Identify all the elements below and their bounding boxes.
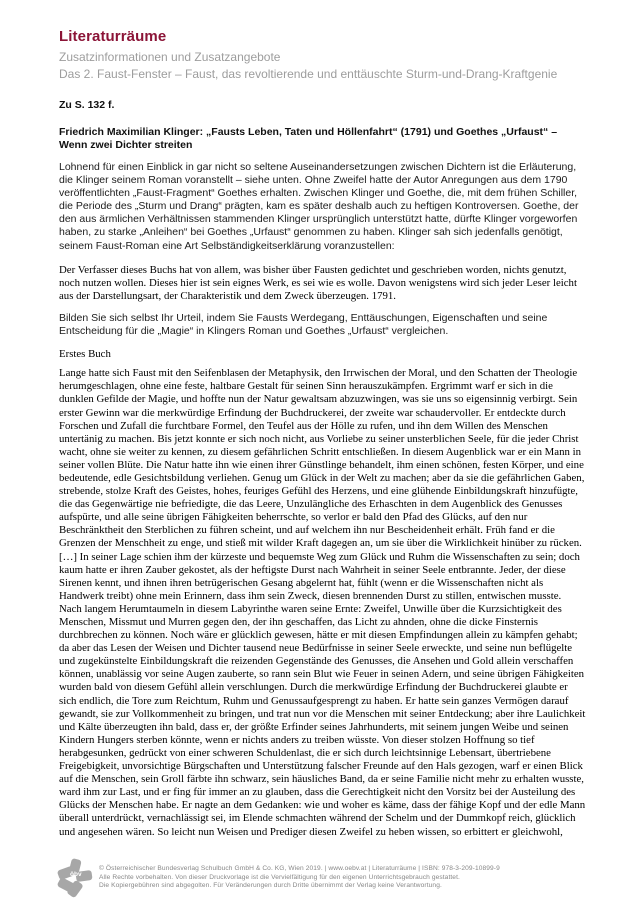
document-body [59, 99, 586, 839]
brand-title: Literaturräume [59, 28, 167, 45]
novel-excerpt: Lange hatte sich Faust mit den Seifenblasen der Metaphysik, den Irrwischen der Moral, und den Schatten der Theologie herumgeschlagen, ohne eine feste, haltbare Gestalt für seinen Sinn herauszukämpfen. Ergrimmt warf er sich in die dunklen Gefilde der Magie, und hoffte nun der Natur gewaltsam abzuzwingen, was sie uns so eigensinnig verbirgt. Sein erster Gewinn war die merkwürdige Erfindung der Buchdruckerei, der zweite war schaudervoller. Er entdeckte durch Forschen und Zufall die furchtbare Formel, den Teufel aus der Hölle zu rufen, und ihn dem Willen des Menschen untertänig zu machen. Bis jetzt konnte er sich noch nicht, aus Vorliebe zu seiner unsterblichen Seele, für die jeder Christ wacht, ohne sie weiter zu kennen, zu diesem gefährlichen Schritt entschließen. In diesem Augenblick war er ein Mann in seiner vollen Blüte. Die Natur hatte ihn wie einen ihrer Günstlinge behandelt, ihm einen schönen, festen Körper, und eine bedeutende, edle Gesichtsbildung verliehen. Genug um Glück in der Welt zu machen; aber da sie die gefährlichen Gaben, strebende, stolze Kraft des Geistes, hohes, feuriges Gefühl des Herzens, und eine glühende Einbildungskraft hinzufügte, die das Gegenwärtige nie befriedigte, die das Leere, Unzulängliche des Erhaschten in dem Augenblick des Genusses aufspürte, und alle seine übrigen Fähigkeiten beherrschte, so verlor er bald den Pfad des Glücks, auf den nur Beschränktheit den Sterblichen zu führen scheint, und auf welchem ihn nur Bescheidenheit erhält. Früh fand er die Grenzen der Menschheit zu enge, und stieß mit wilder Kraft dagegen an, um sie über die Wirklichkeit hinüber zu rücken. […] In seiner Lage schien ihm der kürzeste und bequemste Weg zum Glück und Ruhm die Wissenschaften zu sein; doch kaum hatte er ihren Zauber gekostet, als der heftigste Durst nach Wahrheit in seiner Seele entbrannte. Jeder, der diese Sirenen kennt, und ihnen ihren betrügerischen Gesang abgelernt hat, fühlt (wenn er die Wissenschaften nicht als Handwerk treibt) ohne mein Erinnern, dass ihm sein Zweck, diesen brennenden Durst zu stillen, entwischen musste. Nach langem Herumtaumeln in diesem Labyrinthe waren seine Ernte: Zweifel, Unwille über die Kurzsichtigkeit des Menschen, Missmut und Murren gegen den, der ihn geschaffen, das Licht zu ahnden, ohne die dicke Finsternis durchbrechen zu können. Noch wäre er glücklich gewesen, hätte er mit diesen Empfindungen allein zu kämpfen gehabt; da aber das Lesen der Weisen und Dichter tausend neue Bedürfnisse in seiner Seele erweckte, und seine nun beflügelte und zugekünstelte Einbildungskraft die reizenden Gegenstände des Genusses, die Ansehen und Gold allein verschaffen können, unablässig vor seine Augen zauberte, so rann sein Blut wie Feuer in seinen Adern, und seine übrigen Fähigkeiten wurden bald von diesem Gefühl allein verschlungen. Durch die merkwürdige Erfindung der Buchdruckerei glaubte er sich endlich, die Tore zum Reichtum, Ruhm und Genussaufgesprengt zu haben. Er hatte sein ganzes Vermögen darauf gewandt, sie zur Vollkommenheit zu bringen, und trat nun vor die Menschen mit seiner Entdeckung; aber ihre Laulichkeit und Kälte überzeugten ihn bald, dass er, der größte Erfinder seines Jahrhunderts, mit seinem jungen Weibe und seinen Kindern Hungers sterben könnte, wenn er nichts anders zu treiben wüsste. Von dieser stolzen Hoffnung so tief herabgesunken, gedrückt von einer schweren Schuldenlast, die er sich durch leichtsinnige Lebensart, übertriebene Freigebigkeit, unvorsichtige Bürgschaften und Unterstützung falscher Freunde auf den Hals gezogen, warf er einen Blick auf die Menschen, sein Groll färbte ihn schwarz, sein häusliches Band, da er seine Familie nicht mehr zu erhalten wusste, ward ihm zur Last, und er fing für immer an zu glauben, dass die Gerechtigkeit nicht den Vorsitz bei der Austeilung des Glücks der Menschen habe. Er nagte an dem Gedanken: wie und woher es käme, dass der fähige Kopf und der edle Mann überall unterdrückt, vernachlässigt sei, im Elende schmachten während der Schelm und der Dummkopf reich, glücklich und angesehen wären. So leicht nun Weisen und Prediger diesen Zweifel zu heben wissen, so erbittert er gleichwohl, [59, 367, 586, 838]
copyright-line: © Österreichischer Bundesverlag Schulbuch GmbH & Co. KG, Wien 2019. | www.oebv.at | Literaturräume | ISBN: 978-3-209-10899-9 [99, 865, 500, 873]
chapter-heading: Erstes Buch [59, 348, 111, 361]
copyright-text [99, 865, 500, 891]
page-footer [57, 855, 597, 898]
task-paragraph: Bilden Sie sich selbst Ihr Urteil, indem Sie Fausts Werdegang, Enttäuschungen, Eigenschaften und seine Entscheidung für die „Magie“ in Klingers Roman und Goethes „Urfaust“ vergleichen. [59, 311, 548, 338]
copyright-line: Alle Rechte vorbehalten. Von dieser Druckvorlage ist die Vervielfältigung für den eigenen Unterrichtsgebrauch gestattet. [99, 873, 460, 881]
author-declaration-quote: Der Verfasser dieses Buchs hat von allem, was bisher über Fausten gedichtet und geschrieben worden, nichts genutzt, noch nutzen wollen. Dieses hier ist sein eignes Werk, es sei wie es wolle. Davon wenigstens wird sich jeder Leser leicht aus der Darstellungsart, der Charakteristik und dem Zweck überzeugen. 1791. [59, 263, 577, 302]
document-title-line2: Wenn zwei Dichter streiten [59, 139, 193, 151]
series-subtitle: Zusatzinformationen und Zusatzangebote [59, 50, 281, 64]
page-reference: Zu S. 132 f. [59, 99, 115, 111]
oebv-logo-icon [57, 858, 93, 898]
document-title-line1: Friedrich Maximilian Klinger: „Fausts Leben, Taten und Höllenfahrt“ (1791) und Goethes „Urfaust“ – [59, 126, 558, 138]
page-content [59, 28, 586, 839]
oebv-logo-label: öbv [70, 871, 82, 878]
intro-paragraph: Lohnend für einen Einblick in gar nicht so seltene Auseinandersetzungen zwischen Dichtern ist die Erläuterung, die Klinger seinem Roman voranstellt – siehe unten. Ohne Zweifel hatte der Autor Anregungen aus dem 1790 veröffentlichten „Faust-Fragment“ Goethes erhalten. Zwischen Klinger und Goethe, die, mit dem frühen Schiller, die Periode des „Sturm und Drang“ prägten, kam es später deshalb auch zu heftigen Kontroversen. Goethe, der den aus ärmlichen Verhältnissen stammenden Klinger ursprünglich unterstützt hatte, dürfte Klinger vorgeworfen haben, zu starke „Anleihen“ bei Goethes „Urfaust“ genommen zu haben. Klinger sah sich jedenfalls genötigt, seinem Faust-Roman eine Art Selbständigkeitserklärung voranzustellen: [59, 161, 579, 252]
chapter-subtitle: Das 2. Faust-Fenster – Faust, das revoltierende und enttäuschte Sturm-und-Drang-Kraftgenie [59, 66, 558, 81]
copyright-line: Die Kopiergebühren sind abgegolten. Für Veränderungen durch Dritte übernimmt der Verlag keine Verantwortung. [99, 882, 442, 890]
page-header [59, 28, 586, 82]
oebv-pinwheel-icon [57, 858, 93, 898]
document-title [59, 126, 586, 152]
